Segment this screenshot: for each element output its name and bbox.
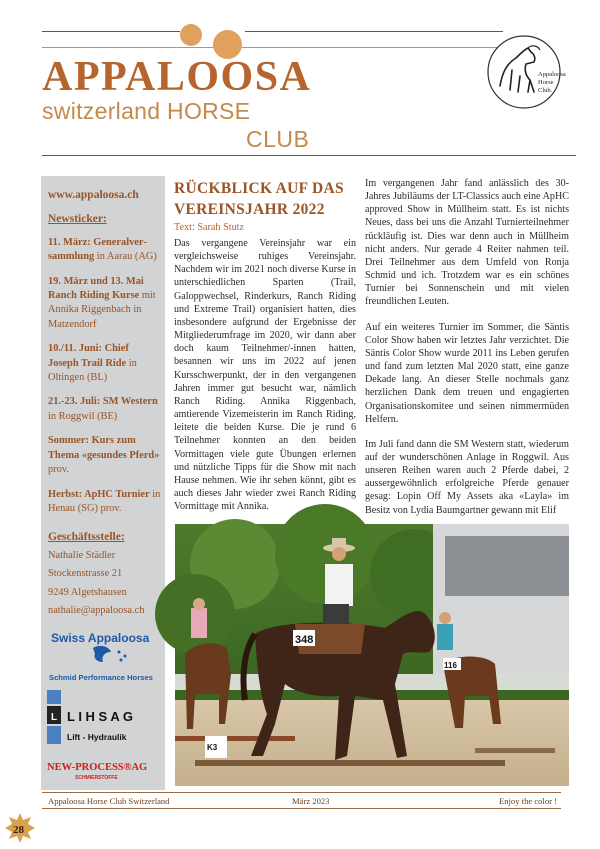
header-rule-top (42, 31, 180, 32)
article-paragraph: Das vergangene Vereinsjahr war ein vergleichsweise ruhiges Vereinsjahr. Nachdem wir im 2021 noch diverse Kurse in unterschiedlichen Sparten (Trail, Galoppwechsel, Rinderkurs, Ranch Riding und Extreme Trail) organisiert hatten, dies insbesondere aufgrund der Ergebnisse der Mitgliederumfrage im 2020, wir dann aber doch kaum Teilnehmer/-innen hatten, besannen wir uns im 2022 auf jenen Kursschwerpunkt, der in den vergangenen Jahren immer gut besucht war, nämlich Ranch Riding. Annika Riggenbach, amtierende Vizemeisterin im Ranch Riding, leitete die beiden Kurse. Die je rund 6 Teilnehmer konnten an den beiden Vormittagen viele gute Übungen erlernen und nützliche Tipps für die Show mit nach Hause nehmen. Wie ihr sehen könnt, gibt es auch dieses Jahr wieder zwei Ranch Riding Vormittage mit Annika. (174, 238, 356, 513)
office-heading: Geschäftsstelle: (48, 531, 125, 544)
photo-back-number: 348 (295, 634, 314, 646)
logo-dot-1 (180, 24, 202, 46)
badge-text-3: Club. (538, 87, 553, 94)
photo-back-number-2: 116 (444, 661, 457, 670)
svg-text:Schmid Performance Horses: Schmid Performance Horses (49, 673, 153, 682)
western-show-photo (175, 524, 569, 786)
article-paragraph: Auf ein weiteres Turnier im Sommer, die Säntis Color Show haben wir letztes Jahr verzichtet. Die Säntis Color Show wurde 2011 ins Leben gerufen und fand zum letzten Mal 2020 statt, eine ganze Dekade lang. An dieser Stelle nochmals ganz herzlichen Dank dem treuen und engagierten Organisationskomitee und seinen nimmermüden Helfern. (365, 321, 569, 425)
article-paragraph: Im Juli fand dann die SM Western statt, wiederum auf der wunderschönen Anlage in Roggwil. Aus unseren Reihen waren auch 2 Pferde dabei, 2 aussergewöhnlich erfolgreiche Pferde genauer gesag: Lopin Off My Assets aka «Layla» im Besitz von Lydia Baumgartner gewann mit Elif (365, 438, 569, 516)
office-email[interactable]: nathalie@appaloosa.ch (48, 604, 145, 616)
newsticker-heading: Newsticker: (48, 213, 107, 226)
news-item-title: 21.-23. Juli: SM Western (48, 396, 158, 408)
article-author: Text: Sarah Stutz (174, 222, 245, 233)
header-rule-top-right (245, 31, 503, 32)
article-column-2 (365, 177, 569, 529)
news-item-title: 10./11. Juni: Chief Joseph Trail Ride (48, 343, 129, 369)
office-line: Stockenstrasse 21 (48, 568, 123, 580)
news-item-title: Herbst: ApHC Turnier (48, 488, 150, 500)
new-process-sponsor-logo (45, 758, 163, 784)
news-item-detail: in Henau (SG) prov. (48, 488, 161, 514)
article-title: RÜCKBLICK AUF DAS VEREINSJAHR 2022 (174, 180, 344, 218)
office-line: 9249 Algetshausen (48, 586, 127, 598)
news-item (48, 488, 162, 517)
footer-club: Appaloosa Horse Club Switzerland (48, 796, 170, 806)
news-item-detail: mit Annika Riggenbach in Matzendorf (48, 290, 156, 330)
svg-text:L: L (51, 712, 58, 723)
news-item-detail: prov. (48, 464, 69, 476)
svg-text:Swiss Appaloosa: Swiss Appaloosa (51, 631, 150, 645)
news-item-detail: in Roggwil (BE) (48, 410, 118, 422)
website-link[interactable]: www.appaloosa.ch (48, 189, 139, 201)
office-line: Nathalie Städler (48, 549, 116, 561)
news-item-detail: in Oltingen (BL) (48, 357, 137, 384)
news-item-title: Sommer: Kurs zum Thema «gesundes Pferd» (48, 435, 160, 461)
footer-date: März 2023 (292, 796, 330, 806)
lihsag-sponsor-logo (45, 688, 163, 748)
swiss-appaloosa-sponsor-logo (47, 628, 161, 684)
horse-club-badge (486, 34, 566, 110)
news-item (48, 434, 162, 477)
newsticker-list (48, 236, 162, 517)
news-item (48, 395, 162, 424)
footer-rule (42, 792, 561, 793)
club-name-logo: APPALOOSA (42, 54, 312, 100)
article-paragraph: Im vergangenen Jahr fand anlässlich des 30-Jahres Jubiläums der LT-Classics auch eine ApHC approved Show in Müllheim statt. Es ist nichts Neues, dass bei uns die Anzahl Turnierteilnehmer rückläufig ist. Dies war denn auch in Müllheim nicht anders. Nur gerade 4 Reiter nahmen teil. Drei Teilnehmer aus dem Umfeld von Ronja Schmid und ich. Trotzdem war es ein schönes Turnier bei Sonnenschein und mit vielen freundlichen Leuten. (365, 178, 569, 308)
footer-rule-bottom (42, 808, 561, 809)
news-item (48, 275, 162, 333)
svg-text:SCHMIERSTOFFE: SCHMIERSTOFFE (75, 775, 118, 781)
badge-text-2: Horse (538, 79, 554, 86)
page-number-badge (4, 812, 36, 844)
news-item (48, 342, 162, 385)
news-item (48, 236, 162, 265)
svg-text:NEW-PROCESS®AG: NEW-PROCESS®AG (47, 762, 148, 773)
logo-subtitle-club: CLUB (246, 126, 310, 152)
page-number: 28 (13, 824, 24, 836)
badge-text-1: Appaloosa (538, 71, 566, 78)
header-rule-bottom (42, 155, 576, 156)
footer-tagline: Enjoy the color ! (499, 796, 557, 806)
article-column-1 (174, 237, 356, 525)
logo-subtitle: switzerland HORSE (42, 98, 251, 124)
svg-text:L I H S A G: L I H S A G (67, 709, 133, 724)
header-rule-middle (42, 47, 501, 48)
sidebar (41, 176, 165, 790)
photo-sign: K3 (207, 743, 218, 752)
news-item-detail: in Aarau (AG) (94, 251, 157, 263)
svg-text:Lift - Hydraulik: Lift - Hydraulik (67, 732, 127, 742)
news-item-title: 11. März: Generalversammlung (48, 236, 147, 263)
news-item-title: 19. März und 13. Mai Ranch Riding Kurse (48, 275, 144, 302)
